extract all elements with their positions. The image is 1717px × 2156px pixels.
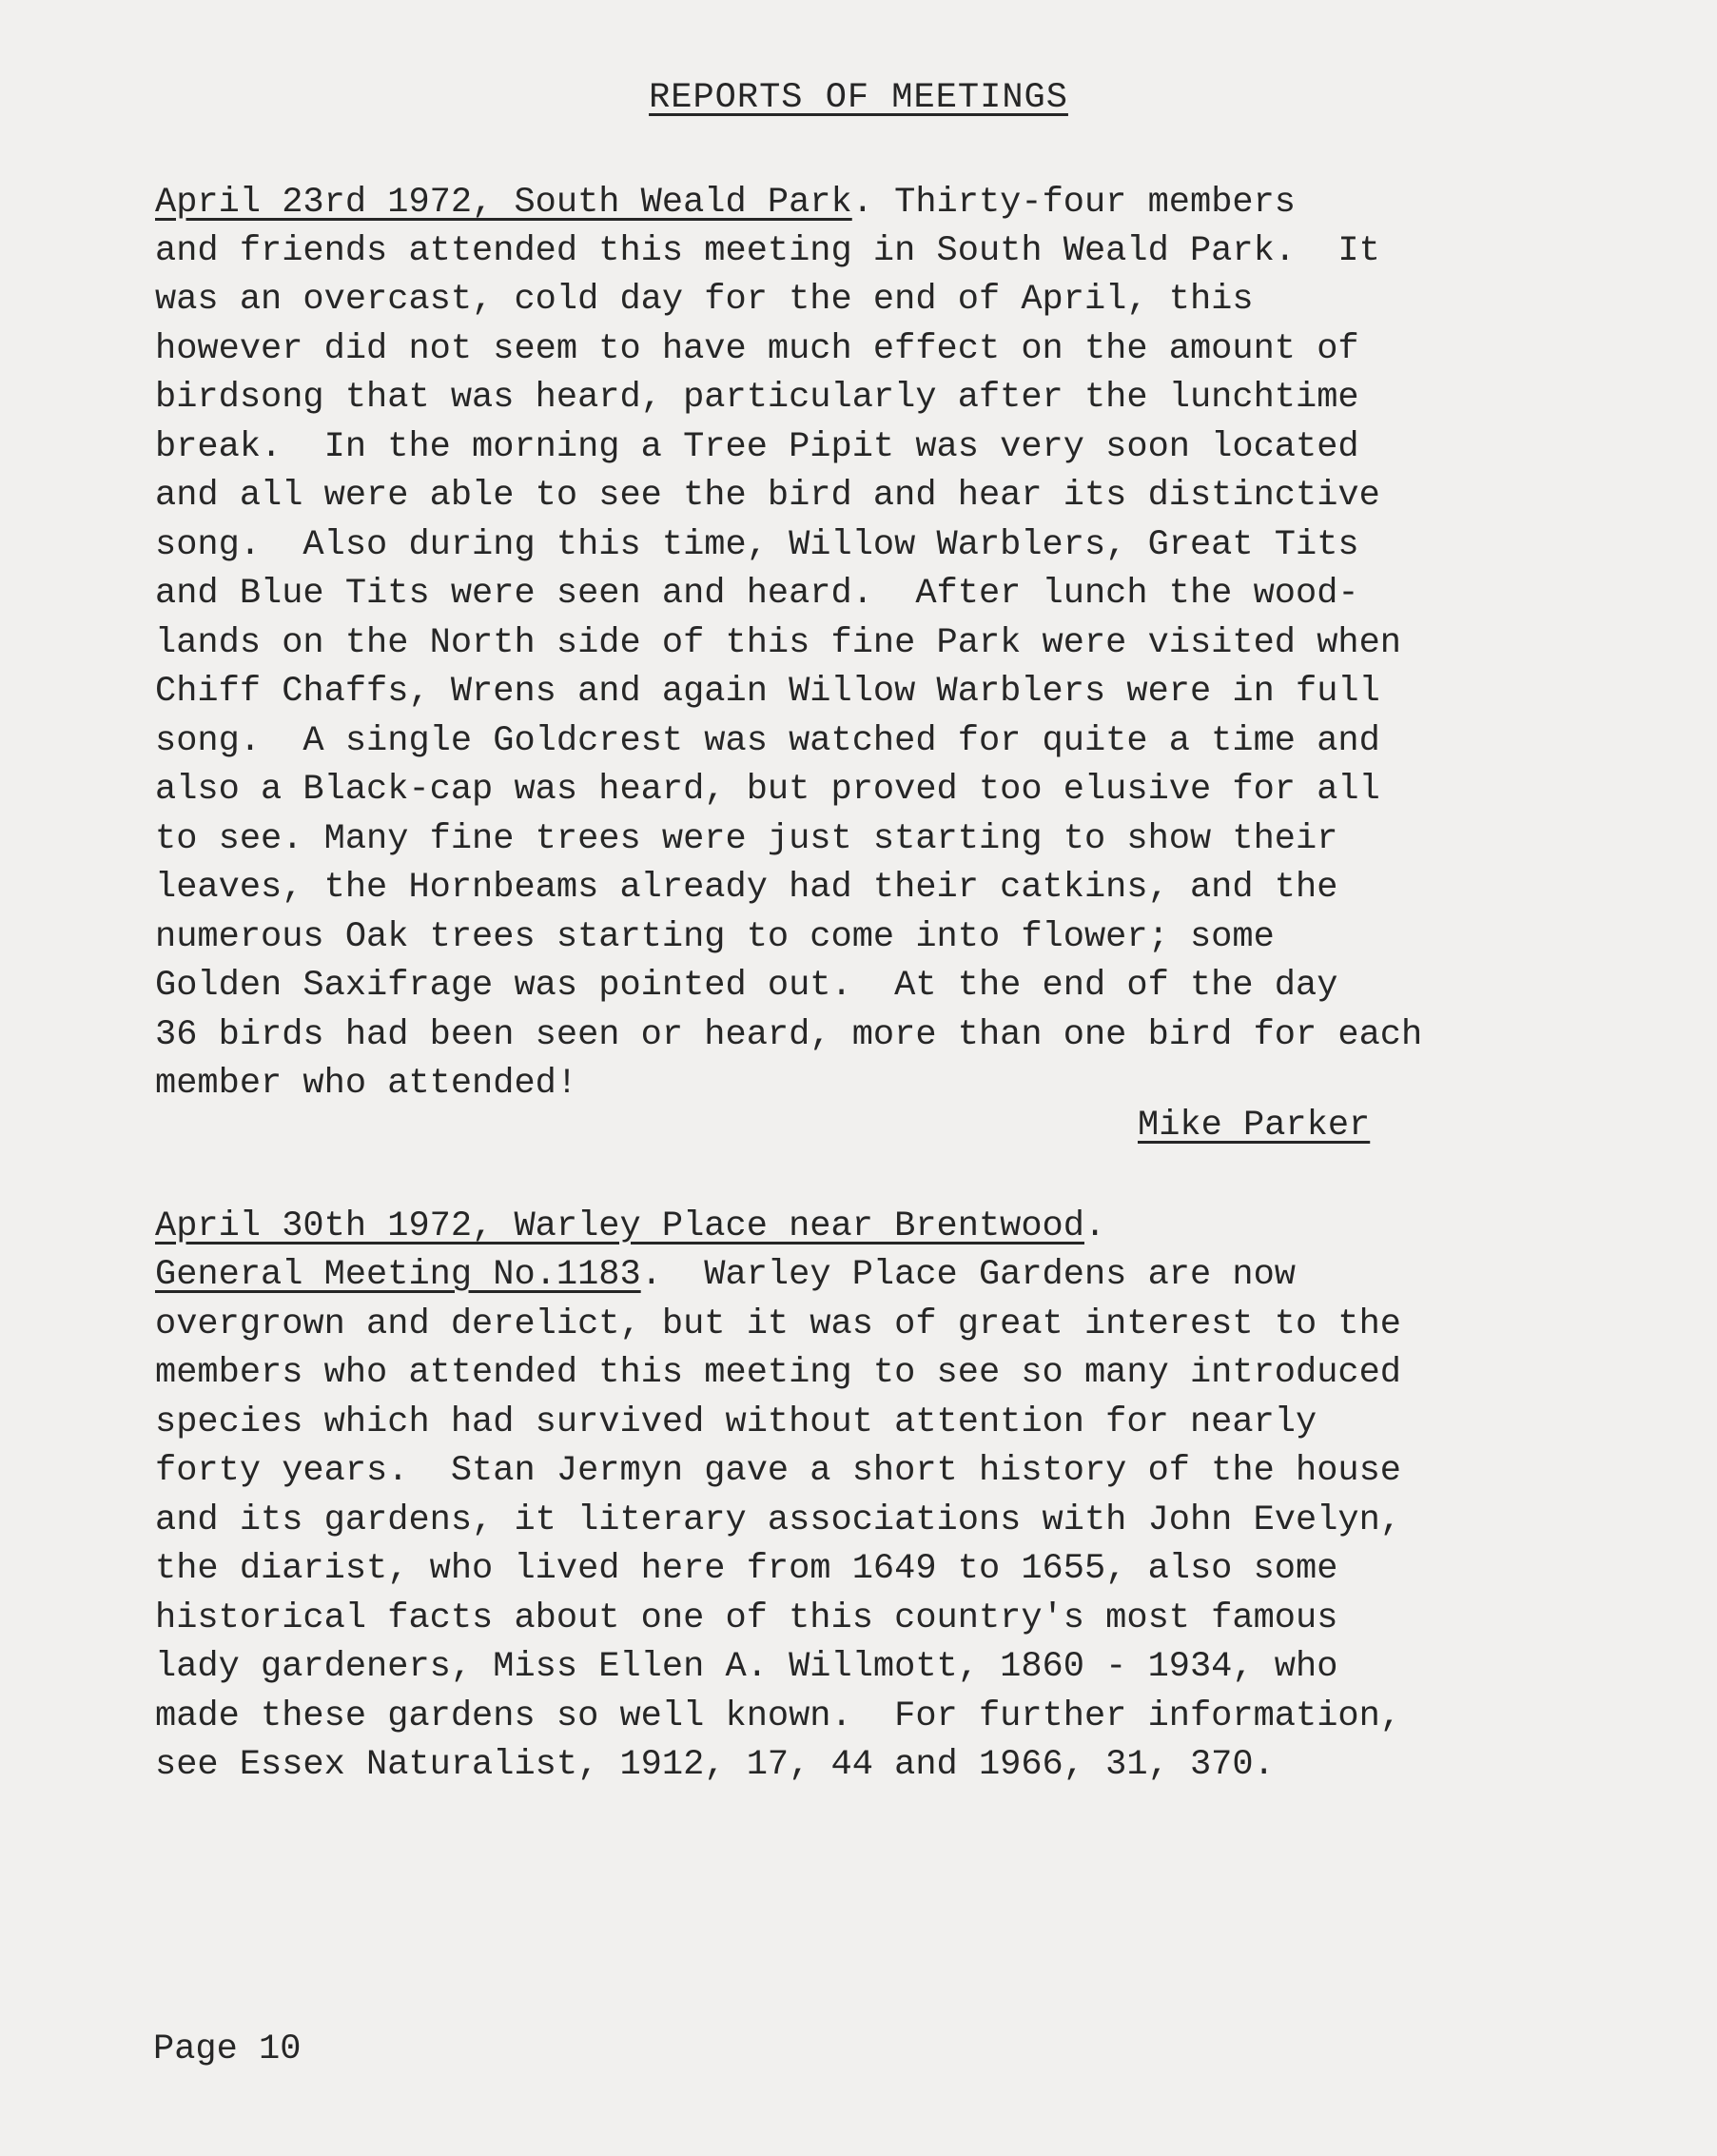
report2-line: the diarist, who lived here from 1649 to 1655, also some [155, 1549, 1338, 1589]
report1-line: Golden Saxifrage was pointed out. At the end of the day [155, 966, 1338, 1006]
report2-line: lady gardeners, Miss Ellen A. Willmott, 1860 - 1934, who [155, 1647, 1338, 1687]
report1-line: lands on the North side of this fine Park were visited when [155, 623, 1402, 663]
report1-line: song. A single Goldcrest was watched for quite a time and [155, 721, 1380, 761]
report1-line: and friends attended this meeting in South Weald Park. It [155, 231, 1380, 271]
report2-subheading: General Meeting No.1183 [155, 1255, 641, 1295]
report1-first-line: April 23rd 1972, South Weald Park. Thirty-four members [155, 183, 1297, 223]
report2-line: forty years. Stan Jermyn gave a short history of the house [155, 1451, 1402, 1491]
report1-line: however did not seem to have much effect on the amount of [155, 329, 1359, 369]
report1-line: also a Black-cap was heard, but proved too elusive for all [155, 770, 1380, 810]
report1-line: member who attended! [155, 1064, 578, 1104]
report2-heading: April 30th 1972, Warley Place near Brentwood [155, 1206, 1084, 1246]
report2-line: made these gardens so well known. For further information, [155, 1696, 1402, 1736]
report1-heading: April 23rd 1972, South Weald Park [155, 183, 852, 223]
report1-line: song. Also during this time, Willow Warblers, Great Tits [155, 525, 1359, 565]
report1-line: birdsong that was heard, particularly after the lunchtime [155, 378, 1359, 418]
report2-line: and its gardens, it literary associations with John Evelyn, [155, 1500, 1402, 1540]
report2-line: see Essex Naturalist, 1912, 17, 44 and 1966, 31, 370. [155, 1745, 1275, 1785]
report2-line: species which had survived without attention for nearly [155, 1402, 1317, 1442]
report2-heading-line: April 30th 1972, Warley Place near Brentwood. [155, 1206, 1106, 1246]
report2-line: overgrown and derelict, but it was of great interest to the [155, 1304, 1402, 1344]
report1-line: break. In the morning a Tree Pipit was very soon located [155, 427, 1359, 467]
report1-line: was an overcast, cold day for the end of April, this [155, 280, 1254, 320]
report1-line: to see. Many fine trees were just starting to show their [155, 819, 1338, 859]
report2-first-line: General Meeting No.1183. Warley Place Gardens are now [155, 1255, 1296, 1295]
report1-line: and Blue Tits were seen and heard. After lunch the wood- [155, 574, 1359, 614]
report1-line: and all were able to see the bird and hear its distinctive [155, 476, 1380, 516]
report2-line: historical facts about one of this country's most famous [155, 1598, 1338, 1638]
report2-line: members who attended this meeting to see so many introduced [155, 1353, 1402, 1393]
page-title: REPORTS OF MEETINGS [649, 78, 1068, 118]
report1-author: Mike Parker [1138, 1106, 1371, 1146]
page-number: Page 10 [153, 2029, 302, 2069]
report1-line: 36 birds had been seen or heard, more than one bird for each [155, 1015, 1423, 1055]
report1-line: leaves, the Hornbeams already had their catkins, and the [155, 868, 1338, 908]
report1-line: Chiff Chaffs, Wrens and again Willow Warblers were in full [155, 672, 1380, 712]
report1-line: numerous Oak trees starting to come into flower; some [155, 917, 1275, 957]
